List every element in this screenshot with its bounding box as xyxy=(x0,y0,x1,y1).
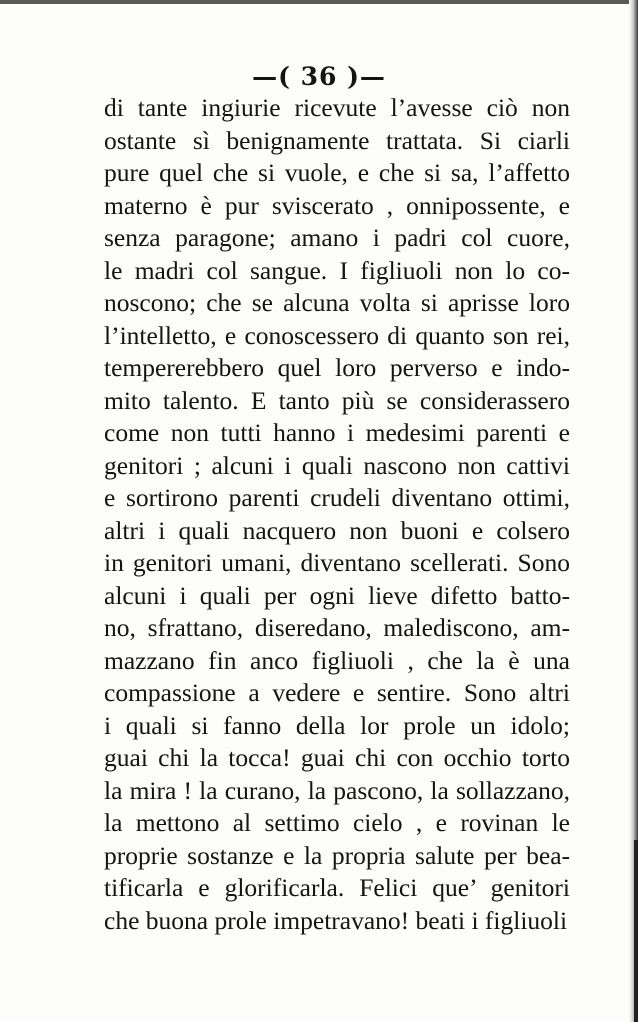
text-line: no, sfrattano, diseredano, malediscono, am- xyxy=(104,613,570,642)
text-line: noscono; che se alcuna volta si aprisse loro xyxy=(104,288,570,317)
text-line: tempererebbero quel loro perverso e indo- xyxy=(104,353,570,382)
text-line: materno è pur sviscerato , onnipossente, e xyxy=(104,190,570,220)
text-line: pure quel che si vuole, e che si sa, l’affetto xyxy=(104,158,570,187)
text-line: in genitori umani, diventano scellerati. Sono xyxy=(104,548,570,577)
text-line: e sortirono parenti crudeli diventano ottimi, xyxy=(104,483,570,512)
text-line: ostante sì benignamente trattata. Si ciarli xyxy=(104,125,570,155)
text-line: tificarla e glorificarla. Felici que’ genitori xyxy=(104,873,570,902)
text-line: altri i quali nacquero non buoni e colsero xyxy=(104,515,570,545)
text-line: guai chi la tocca! guai chi con occhio torto xyxy=(104,743,570,772)
text-line: le madri col sangue. I figliuoli non lo co- xyxy=(104,255,570,285)
text-line: come non tutti hanno i medesimi parenti e xyxy=(104,418,570,447)
page-top-edge xyxy=(0,0,638,4)
text-line: alcuni i quali per ogni lieve difetto batto- xyxy=(104,580,570,610)
text-line: l’intelletto, e conoscessero di quanto son rei, xyxy=(104,320,570,350)
text-line: mazzano fin anco figliuoli , che la è una xyxy=(104,645,570,675)
text-line: i quali si fanno della lor prole un idolo; xyxy=(104,710,570,740)
page-binding-shadow xyxy=(634,840,638,1022)
body-text xyxy=(104,92,570,937)
page-number-header: —( 36 )— xyxy=(252,62,386,91)
text-line: mito talento. E tanto più se considerassero xyxy=(104,385,570,415)
text-line: la mira ! la curano, la pascono, la sollazzano, xyxy=(104,775,570,805)
text-line: proprie sostanze e la propria salute per bea- xyxy=(104,840,570,870)
text-line: senza paragone; amano i padri col cuore, xyxy=(104,223,570,252)
text-line: genitori ; alcuni i quali nascono non cattivi xyxy=(104,450,570,480)
text-line: di tante ingiurie ricevute l’avesse ciò non xyxy=(104,93,570,122)
text-line: che buona prole impetravano! beati i figliuoli xyxy=(104,905,568,935)
text-line: compassione a vedere e sentire. Sono altri xyxy=(104,678,570,707)
text-line: la mettono al settimo cielo , e rovinan le xyxy=(104,808,570,837)
